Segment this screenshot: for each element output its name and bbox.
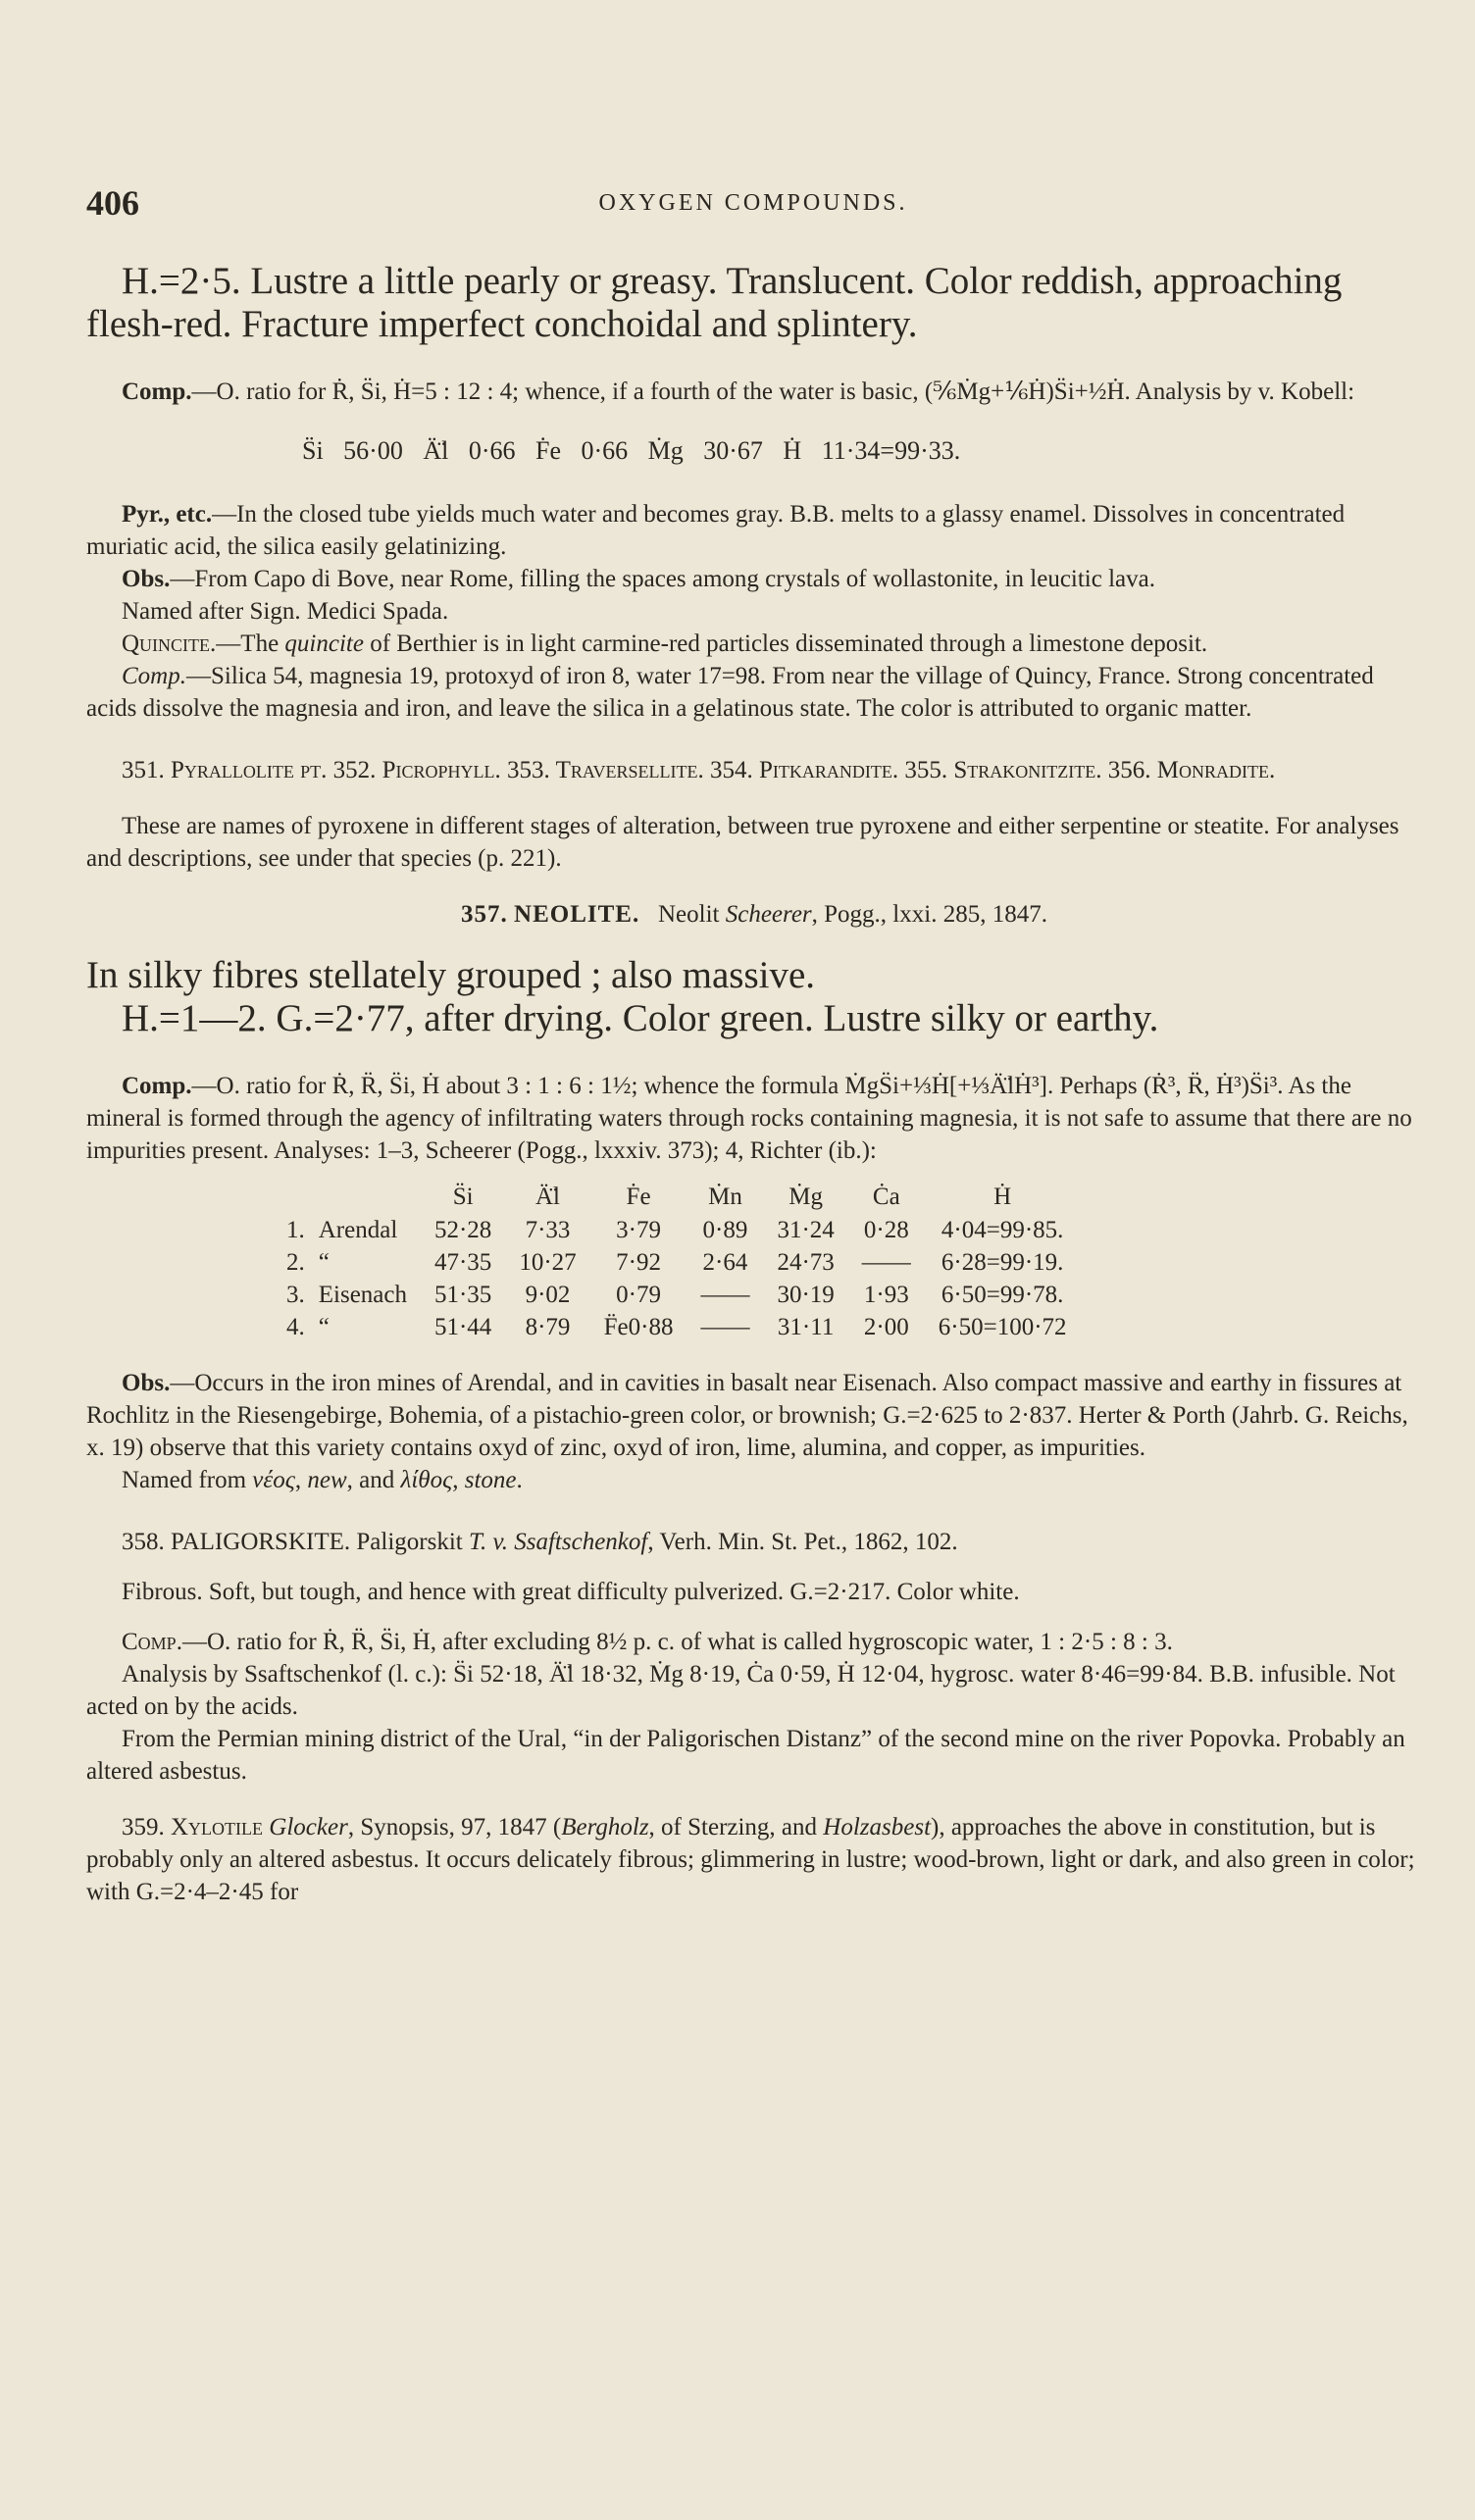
- table-cell: 2·64: [702, 1248, 748, 1276]
- col-header: [273, 1181, 319, 1214]
- quincite-comp-text: —Silica 54, magnesia 19, protoxyd of iron 8, water 17=98. From near the village of Quincy, France. Strong concentrated acids dissolve the magnesia and iron, and leave the silica in a gelatinous state. The color is attributed to organic matter.: [86, 663, 1374, 722]
- composition-paragraph: [86, 376, 1422, 408]
- analysis-line: S̈i 56·00 Ä̈l 0·66 Ḟe 0·66 Ṁg 30·67 Ḣ 11·34=99·33.: [302, 436, 961, 465]
- palig-source: , Verh. Min. St. Pet., 1862, 102.: [647, 1529, 958, 1555]
- col-header: Ḟe: [626, 1184, 651, 1210]
- obs-text: —From Capo di Bove, near Rome, filling the spaces among crystals of wollastonite, in leucitic lava.: [170, 566, 1155, 592]
- etym-sep-3: ,: [452, 1467, 465, 1493]
- neolite-heading: [86, 898, 1422, 931]
- paligorskite-heading: [86, 1526, 1422, 1558]
- col-header: Ä̈l: [534, 1184, 560, 1210]
- col-header: Ċa: [872, 1184, 900, 1210]
- species-list-description: These are names of pyroxene in different stages of alteration, between true pyroxene and either serpentine or steatite. For analyses and descriptions, see under that species (p. 221).: [86, 813, 1399, 872]
- table-cell: ——: [700, 1313, 750, 1340]
- palig-author: T. v. Ssaftschenkof: [468, 1529, 648, 1555]
- table-cell: Arendal: [318, 1216, 398, 1243]
- table-cell: 3·79: [616, 1216, 661, 1243]
- paligorskite-locality: From the Permian mining district of the Ural, “in der Paligorischen Distanz” of the second mine on the river Popovka. Probably an altered asbestus.: [86, 1726, 1405, 1785]
- palig-comp-text: —O. ratio for Ṙ, R̈, S̈i, Ḣ, after excluding 8½ p. c. of what is called hygroscopic water, 1 : 2·5 : 8 : 3.: [181, 1629, 1173, 1655]
- quincite-comp-label: Comp.: [122, 663, 186, 689]
- table-cell: 3.: [286, 1281, 305, 1308]
- pyr-label: Pyr., etc.: [122, 501, 213, 528]
- table-cell: 0·28: [863, 1216, 909, 1243]
- neolite-ref: Neolit: [657, 901, 726, 928]
- paligorskite-properties: Fibrous. Soft, but tough, and hence with great difficulty pulverized. G.=2·217. Color white.: [122, 1579, 1020, 1605]
- neolite-comp-label: Comp.: [122, 1073, 192, 1099]
- quincite-paragraph: [86, 628, 1422, 660]
- page-header: [86, 182, 1420, 226]
- table-row: [273, 1246, 1081, 1279]
- table-cell: 4·04=99·85.: [941, 1216, 1064, 1243]
- col-header: Ṁg: [788, 1184, 823, 1210]
- species-list-351-356: 351. Pyrallolite pt. 352. Picrophyll. 353. Traversellite. 354. Pitkarandite. 355. Strakonitzite. 356. Monradite.: [122, 757, 1276, 783]
- etym-pre: Named from: [122, 1467, 253, 1493]
- quincite-text-b: of Berthier is in light carmine-red particles disseminated through a limestone deposit.: [363, 630, 1208, 657]
- etym-end: .: [516, 1467, 523, 1493]
- table-cell: 0·89: [702, 1216, 748, 1243]
- comp-label: Comp.: [122, 378, 192, 405]
- table-cell: 31·11: [777, 1313, 835, 1340]
- analysis-table: [273, 1181, 1081, 1343]
- neolite-form-paragraph: In silky fibres stellately grouped ; also massive.: [86, 954, 816, 996]
- running-title: OXYGEN COMPOUNDS.: [598, 190, 908, 216]
- etym-sep-1: ,: [294, 1467, 308, 1493]
- neolite-obs-text: —Occurs in the iron mines of Arendal, and in cavities in basalt near Eisenach. Also compact massive and earthy in fissures at Rochlitz in the Riesengebirge, Bohemia, of a pistachio-green color, or brownish; G.=2·625 to 2·837. Herter & Porth (Jahrb. G. Reichs, x. 19) observe that this variety contains oxyd of zinc, oxyd of iron, lime, alumina, and copper, as impurities.: [86, 1370, 1408, 1461]
- neolite-ref-author: Scheerer: [725, 901, 812, 928]
- page-content: [86, 260, 1422, 1908]
- col-header: [319, 1181, 421, 1214]
- table-cell: 31·24: [777, 1216, 835, 1243]
- table-cell: 24·73: [777, 1248, 835, 1276]
- paligorskite-comp: [86, 1626, 1422, 1658]
- xylotile-head: 359. Xylotile: [122, 1814, 270, 1840]
- table-cell: 1·93: [863, 1281, 909, 1308]
- table-cell: 9·02: [525, 1281, 571, 1308]
- etym-sep-2: , and: [346, 1467, 401, 1493]
- named-after-line: Named after Sign. Medici Spada.: [122, 598, 449, 625]
- table-cell: 4.: [286, 1313, 305, 1340]
- table-cell: “: [318, 1248, 330, 1276]
- description-paragraph: H.=2·5. Lustre a little pearly or greasy. Translucent. Color reddish, approaching flesh-red. Fracture imperfect conchoidal and splintery.: [86, 260, 1343, 345]
- table-row: [273, 1311, 1081, 1343]
- xylotile-alt-2: Holzasbest: [823, 1814, 932, 1840]
- xylotile-ref: , Synopsis, 97, 1847 (: [347, 1814, 562, 1840]
- page-number: 406: [86, 183, 139, 223]
- table-cell: 7·92: [616, 1248, 661, 1276]
- col-header: Ḣ: [993, 1184, 1012, 1210]
- analysis-table-header: [273, 1181, 1081, 1214]
- pyr-text: —In the closed tube yields much water and becomes gray. B.B. melts to a glassy enamel. Dissolves in concentrated muriatic acid, the silica easily gelatinizing.: [86, 501, 1346, 560]
- xylotile-text: ), approaches the above in constitution, but is probably only an altered asbestus. It occurs delicately fibrous; glimmering in lustre; wood-brown, light or dark, and also green in color; with G.=2·4–2·45 for: [86, 1814, 1415, 1905]
- table-cell: “: [318, 1313, 330, 1340]
- neolite-properties-paragraph: H.=1—2. G.=2·77, after drying. Color green. Lustre silky or earthy.: [122, 997, 1159, 1039]
- neolite-obs-paragraph: [86, 1367, 1422, 1464]
- xylotile-author: Glocker: [269, 1814, 348, 1840]
- xylotile-mid: , of Sterzing, and: [648, 1814, 824, 1840]
- neolite-obs-label: Obs.: [122, 1370, 171, 1396]
- col-header: S̈i: [452, 1184, 474, 1210]
- table-cell: 47·35: [433, 1248, 492, 1276]
- neolite-number: 357.: [461, 901, 508, 928]
- etym-greek-1: νέος: [252, 1467, 295, 1493]
- col-header: Ṁn: [708, 1184, 742, 1210]
- neolite-ref-source: , Pogg., lxxi. 285, 1847.: [811, 901, 1047, 928]
- table-cell: 8·79: [525, 1313, 571, 1340]
- table-cell: 51·44: [433, 1313, 492, 1340]
- table-cell: 1.: [286, 1216, 305, 1243]
- table-row: [273, 1279, 1081, 1311]
- paligorskite-analysis: Analysis by Ssaftschenkof (l. c.): S̈i 52·18, Ä̈l 18·32, Ṁg 8·19, Ċa 0·59, Ḣ 12·04, hygrosc. water 8·46=99·84. B.B. infusible. Not acted on by the acids.: [86, 1661, 1396, 1720]
- neolite-name: NEOLITE.: [514, 901, 640, 928]
- table-cell: 6·28=99·19.: [941, 1248, 1064, 1276]
- neolite-comp-paragraph: [86, 1070, 1422, 1167]
- quincite-comp-paragraph: [86, 660, 1422, 725]
- table-cell: 2·00: [863, 1313, 909, 1340]
- palig-comp-label: Comp.: [122, 1629, 182, 1655]
- etym-stone: stone: [464, 1467, 517, 1493]
- table-cell: ——: [861, 1248, 911, 1276]
- table-cell: F̈e0·88: [603, 1313, 674, 1340]
- palig-head: 358. PALIGORSKITE. Paligorskit: [122, 1529, 469, 1555]
- table-cell: Eisenach: [318, 1281, 407, 1308]
- quincite-name: Quincite: [122, 630, 211, 657]
- table-cell: 30·19: [777, 1281, 835, 1308]
- xylotile-paragraph: [86, 1811, 1422, 1908]
- table-cell: 10·27: [519, 1248, 577, 1276]
- table-cell: 6·50=99·78.: [941, 1281, 1064, 1308]
- observations-paragraph: [86, 563, 1422, 595]
- xylotile-alt-1: Bergholz: [561, 1814, 649, 1840]
- table-cell: 0·79: [616, 1281, 661, 1308]
- table-cell: 2.: [286, 1248, 305, 1276]
- comp-text: —O. ratio for Ṙ, S̈i, Ḣ=5 : 12 : 4; whence, if a fourth of the water is basic, (⅚Ṁg+⅙Ḣ)S̈i+½Ḣ. Analysis by v. Kobell:: [191, 378, 1355, 405]
- table-cell: 52·28: [433, 1216, 492, 1243]
- neolite-comp-text: —O. ratio for Ṙ, R̈, S̈i, Ḣ about 3 : 1 : 6 : 1½; whence the formula ṀgS̈i+⅓Ḣ[+⅓Ä̈lḢ³]. Perhaps (Ṙ³, R̈, Ḣ³)S̈i³. As the mineral is formed through the agency of infiltrating waters through rocks containing magnesia, it is not safe to assume that there are no impurities present. Analyses: 1–3, Scheerer (Pogg., lxxxiv. 373); 4, Richter (ib.):: [86, 1073, 1412, 1164]
- etym-new: new: [307, 1467, 347, 1493]
- quincite-text-a: .—The: [210, 630, 285, 657]
- table-cell: ——: [700, 1281, 750, 1308]
- table-row: [273, 1214, 1081, 1246]
- pyrognostics-paragraph: [86, 498, 1422, 563]
- etym-greek-2: λίθος: [400, 1467, 453, 1493]
- table-cell: 51·35: [433, 1281, 492, 1308]
- table-cell: 6·50=100·72: [938, 1313, 1067, 1340]
- neolite-etymology: [86, 1464, 1422, 1496]
- table-cell: 7·33: [525, 1216, 571, 1243]
- quincite-italic: quincite: [284, 630, 364, 657]
- obs-label: Obs.: [122, 566, 171, 592]
